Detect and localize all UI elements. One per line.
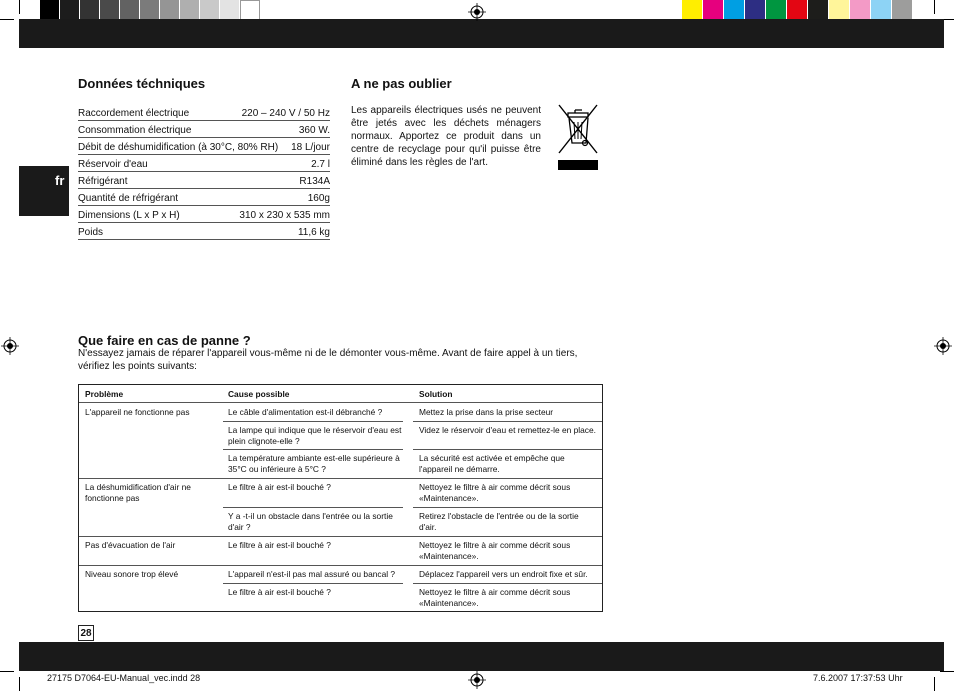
troubleshoot-title: Que faire en cas de panne ? — [78, 333, 251, 348]
spec-row — [78, 155, 330, 172]
crop-mark — [0, 671, 14, 672]
table-rule — [79, 478, 602, 479]
cell-cause: Le filtre à air est-il bouché ? — [228, 540, 331, 550]
color-swatch — [682, 0, 703, 21]
spec-label: Réfrigérant — [78, 176, 128, 187]
crop-mark — [934, 677, 935, 691]
color-swatch — [808, 0, 829, 21]
spec-label: Dimensions (L x P x H) — [78, 210, 180, 221]
color-swatch — [871, 0, 892, 21]
color-swatch — [745, 0, 766, 21]
spec-value: 220 – 240 V / 50 Hz — [241, 108, 330, 119]
gray-swatch — [80, 0, 100, 21]
cell-cause: Le filtre à air est-il bouché ? — [228, 482, 331, 492]
cell-cause: Y a -t-il un obstacle dans l'entrée ou la sortie d'air ? — [228, 511, 393, 532]
header-bar — [19, 19, 944, 48]
note-title: A ne pas oublier — [351, 76, 452, 91]
spec-value: 160g — [307, 193, 330, 204]
cell-cause: La lampe qui indique que le réservoir d'eau est plein clignote-elle ? — [228, 425, 402, 446]
gray-swatch — [120, 0, 140, 21]
cell-solution: Mettez la prise dans la prise secteur — [419, 407, 554, 417]
cell-cause: La température ambiante est-elle supérieure à 35°C ou inférieure à 5°C ? — [228, 453, 400, 474]
cell-cause: Le câble d'alimentation est-il débranché ? — [228, 407, 383, 417]
grayscale-calibration-bar — [40, 0, 260, 21]
cell-problem: Niveau sonore trop élevé — [85, 569, 179, 579]
footer-timestamp: 7.6.2007 17:37:53 Uhr — [813, 673, 903, 683]
spec-row — [78, 104, 330, 121]
registration-mark-icon — [468, 671, 486, 689]
spec-row — [78, 121, 330, 138]
table-rule — [413, 449, 602, 450]
color-swatch — [787, 0, 808, 21]
spec-label: Réservoir d'eau — [78, 159, 148, 170]
color-swatch — [892, 0, 913, 21]
gray-swatch — [200, 0, 220, 21]
table-rule — [79, 565, 602, 566]
spec-row — [78, 138, 330, 155]
spec-value: 310 x 230 x 535 mm — [239, 210, 330, 221]
color-swatch — [766, 0, 787, 21]
table-rule — [413, 507, 602, 508]
footer-bar — [19, 642, 944, 671]
gray-swatch — [140, 0, 160, 21]
spec-value: 2.7 l — [311, 159, 330, 170]
spec-label: Poids — [78, 227, 104, 238]
cell-cause: L'appareil n'est-il pas mal assuré ou bancal ? — [228, 569, 396, 579]
table-rule — [79, 536, 602, 537]
crossed-out-wheelie-bin-icon — [557, 103, 599, 171]
troubleshoot-intro: N'essayez jamais de réparer l'appareil vous-même ni de le démonter vous-même. Avant de faire appel à un tiers, vérifiez les points suivants: — [78, 348, 578, 372]
color-swatch — [724, 0, 745, 21]
gray-swatch — [160, 0, 180, 21]
cell-solution: Videz le réservoir d'eau et remettez-le en place. — [419, 425, 596, 435]
crop-mark — [934, 0, 935, 14]
gray-swatch — [240, 0, 260, 21]
cell-solution: Nettoyez le filtre à air comme décrit sous «Maintenance». — [419, 587, 571, 608]
table-rule — [79, 402, 602, 403]
header-solution: Solution — [419, 389, 453, 399]
cell-problem: L'appareil ne fonctionne pas — [85, 407, 190, 417]
spec-row — [78, 223, 330, 240]
gray-swatch — [60, 0, 80, 21]
gray-swatch — [40, 0, 60, 21]
spec-label: Raccordement électrique — [78, 108, 190, 119]
cell-problem: La déshumidification d'air ne fonctionne pas — [85, 482, 191, 503]
spec-row — [78, 172, 330, 189]
table-rule — [413, 421, 602, 422]
table-rule — [223, 583, 403, 584]
spec-row — [78, 189, 330, 206]
color-swatch — [703, 0, 724, 21]
spec-value: R134A — [299, 176, 330, 187]
spec-label: Consommation électrique — [78, 125, 192, 136]
color-swatch — [850, 0, 871, 21]
spec-row — [78, 206, 330, 223]
table-rule — [413, 583, 602, 584]
table-rule — [223, 449, 403, 450]
spec-value: 360 W. — [298, 125, 330, 136]
gray-swatch — [100, 0, 120, 21]
crop-mark — [19, 0, 20, 14]
cell-solution: La sécurité est activée et empêche que l'appareil ne démarre. — [419, 453, 565, 474]
spec-value: 18 L/jour — [291, 142, 330, 153]
header-problem: Problème — [85, 389, 124, 399]
cell-cause: Le filtre à air est-il bouché ? — [228, 587, 331, 597]
cell-problem: Pas d'évacuation de l'air — [85, 540, 176, 550]
footer-file-info: 27175 D7064-EU-Manual_vec.indd 28 — [47, 673, 201, 683]
cell-solution: Nettoyez le filtre à air comme décrit sous «Maintenance». — [419, 482, 571, 503]
gray-swatch — [180, 0, 200, 21]
header-cause: Cause possible — [228, 389, 290, 399]
crop-mark — [19, 677, 20, 691]
note-text: Les appareils électriques usés ne peuvent être jetés avec les déchets ménagers normaux. Apportez ce produit dans un centre de recyclage pour qu'il puisse être éliminé dans les règles de l'art. — [351, 105, 541, 168]
spec-label: Débit de déshumidification (à 30°C, 80% RH) — [78, 142, 279, 153]
page-number: 28 — [78, 625, 94, 641]
cell-solution: Retirez l'obstacle de l'entrée ou de la sortie d'air. — [419, 511, 579, 532]
cell-solution: Déplacez l'appareil vers un endroit fixe et sûr. — [419, 569, 588, 579]
spec-value: 11,6 kg — [297, 227, 330, 238]
table-rule — [223, 507, 403, 508]
specs-table — [78, 104, 330, 240]
registration-mark-icon — [1, 337, 19, 355]
spec-label: Quantité de réfrigérant — [78, 193, 179, 204]
language-label: fr — [55, 173, 65, 188]
registration-mark-icon — [468, 3, 486, 21]
troubleshoot-table — [78, 384, 603, 612]
color-swatch — [829, 0, 850, 21]
registration-mark-icon — [934, 337, 952, 355]
crop-mark — [0, 19, 14, 20]
color-calibration-bar — [682, 0, 913, 21]
crop-mark — [940, 671, 954, 672]
specs-title: Données téchniques — [78, 76, 206, 91]
cell-solution: Nettoyez le filtre à air comme décrit sous «Maintenance». — [419, 540, 571, 561]
table-rule — [223, 421, 403, 422]
gray-swatch — [220, 0, 240, 21]
